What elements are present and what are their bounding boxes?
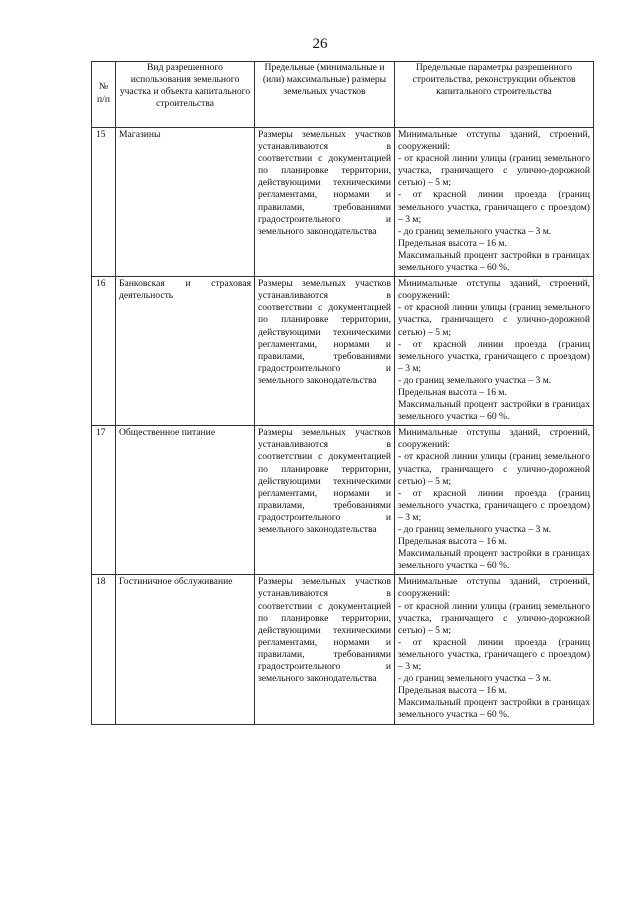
param-line: - до границ земельного участка – 3 м. (398, 374, 552, 386)
row-use-type: Общественное питание (116, 426, 255, 575)
table-row (92, 575, 594, 724)
row-plot-size: Размеры земельных участков устанавливаются в соответствии с документацией по планировке территории, действующими техническими регламентами, нормами и правилами, требованиями градостроительного и земельного законодательства (255, 426, 395, 575)
param-line: - от красной линии проезда (границ земельного участка, граничащего с проездом) – 3 м; (398, 487, 590, 523)
header-number: № п/п (92, 62, 116, 128)
param-line: - до границ земельного участка – 3 м. (398, 524, 552, 535)
row-number: 18 (92, 575, 116, 724)
header-plot-size: Предельные (минимальные и (или) максимальные) размеры земельных участков (255, 62, 395, 128)
row-plot-size: Размеры земельных участков устанавливаются в соответствии с документацией по планировке территории, действующими техническими регламентами, нормами и правилами, требованиями градостроительного и земельного законодательства (255, 575, 395, 724)
row-number: 17 (92, 426, 116, 575)
row-use-type: Магазины (116, 128, 255, 277)
param-line: Предельная высота – 16 м. (398, 386, 507, 398)
row-build-params (395, 128, 594, 277)
param-line: - от красной линии улицы (границ земельного участка, граничащего с улично-дорожной сетью) – 5 м; (398, 451, 590, 487)
table-header-row (92, 62, 594, 128)
row-build-params (395, 575, 594, 724)
row-number: 16 (92, 277, 116, 426)
param-line: Минимальные отступы зданий, строений, сооружений: (398, 427, 590, 451)
param-line: Минимальные отступы зданий, строений, сооружений: (398, 278, 590, 302)
table-row (92, 426, 594, 575)
param-line: Максимальный процент застройки в границах земельного участка – 60 %. (398, 399, 590, 423)
param-line: - до границ земельного участка – 3 м. (398, 225, 552, 237)
row-use-type: Банковская и страховая деятельность (116, 277, 255, 426)
param-line: Предельная высота – 16 м. (398, 536, 507, 548)
param-line: - от красной линии улицы (границ земельного участка, граничащего с улично-дорожной сетью) – 5 м; (398, 600, 590, 636)
row-build-params (395, 277, 594, 426)
table-row (92, 277, 594, 426)
row-plot-size: Размеры земельных участков устанавливаются в соответствии с документацией по планировке территории, действующими техническими регламентами, нормами и правилами, требованиями градостроительного и земельного законодательства (255, 277, 395, 426)
row-plot-size: Размеры земельных участков устанавливаются в соответствии с документацией по планировке территории, действующими техническими регламентами, нормами и правилами, требованиями градостроительного и земельного законодательства (255, 128, 395, 277)
param-line: Предельная высота – 16 м. (398, 685, 507, 697)
param-line: Минимальные отступы зданий, строений, сооружений: (398, 129, 590, 153)
table-body (92, 128, 594, 725)
header-build-params: Предельные параметры разрешенного строительства, реконструкции объектов капитального строительства (395, 62, 594, 128)
row-build-params (395, 426, 594, 575)
row-number: 15 (92, 128, 116, 277)
param-line: Предельная высота – 16 м. (398, 237, 507, 249)
table-row (92, 128, 594, 277)
param-line: Минимальные отступы зданий, строений, сооружений: (398, 576, 590, 600)
param-line: - от красной линии проезда (границ земельного участка, граничащего с проездом) – 3 м; (398, 636, 590, 673)
param-line: - от красной линии проезда (границ земельного участка, граничащего с проездом) – 3 м; (398, 338, 590, 374)
land-use-table (91, 61, 594, 725)
page-number: 26 (312, 36, 328, 52)
row-use-type: Гостиничное обслуживание (116, 575, 255, 724)
param-line: Максимальный процент застройки в границах земельного участка – 60 %. (398, 249, 590, 274)
header-use-type: Вид разрешенного использования земельного участка и объекта капитального строительства (116, 62, 255, 128)
param-line: - от красной линии улицы (границ земельного участка, граничащего с улично-дорожной сетью) – 5 м; (398, 153, 590, 189)
param-line: - от красной линии улицы (границ земельного участка, граничащего с улично-дорожной сетью) – 5 м; (398, 302, 590, 338)
param-line: - от красной линии проезда (границ земельного участка, граничащего с проездом) – 3 м; (398, 189, 590, 225)
param-line: Максимальный процент застройки в границах земельного участка – 60 %. (398, 697, 590, 721)
param-line: Максимальный процент застройки в границах земельного участка – 60 %. (398, 548, 590, 572)
param-line: - до границ земельного участка – 3 м. (398, 673, 552, 685)
